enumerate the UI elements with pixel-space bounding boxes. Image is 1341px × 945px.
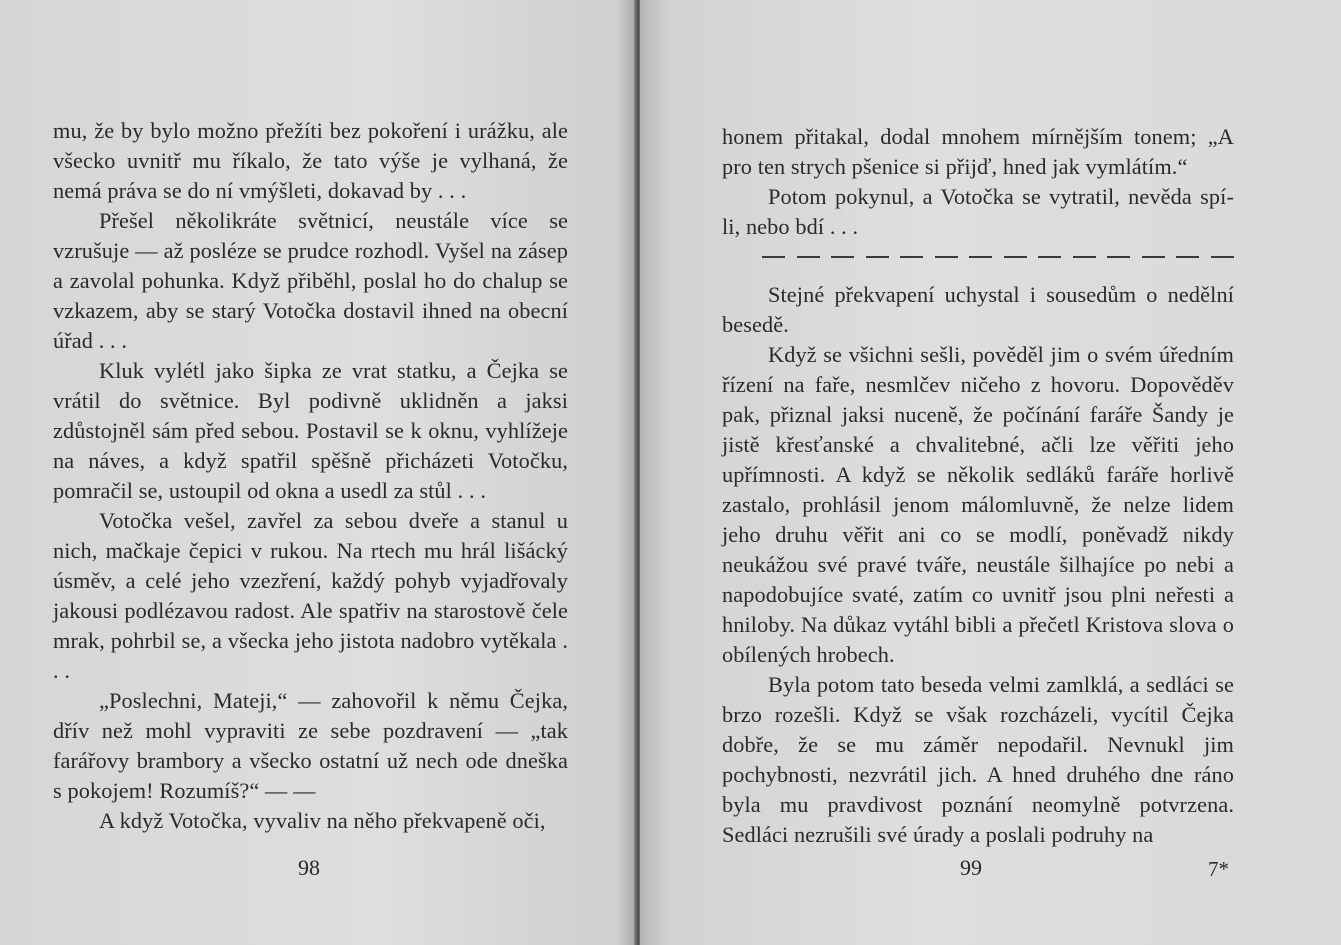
paragraph: „Poslechni, Mateji,“ — zahovořil k němu Čejka, dřív než mohl vypraviti ze sebe pozdravení — „tak farářovy brambory a všecko ostatní už nech ode dneška s pokojem! Rozumíš?“ — — xyxy=(53,688,568,803)
paragraph: Přešel několikráte světnicí, neustále více se vzrušuje — až posléze se prudce rozhodl. Vyšel na zásep a zavolal pohunka. Když přiběhl, poslal ho do chalup se vzkazem, aby se starý Votočka dostavil ihned na obecní úřad . . . xyxy=(53,208,568,353)
paragraph: A když Votočka, vyvaliv na něho překvapeně oči, xyxy=(99,808,546,833)
page-number: 99 xyxy=(960,855,982,880)
paragraph: Potom pokynul, a Votočka se vytratil, nevěda spí-li, nebo bdí . . . xyxy=(722,184,1234,239)
paragraph: Stejné překvapení uchystal i sousedům o nedělní besedě. xyxy=(722,282,1234,337)
left-page xyxy=(0,0,636,945)
section-separator xyxy=(762,246,1234,268)
paragraph: Votočka vešel, zavřel za sebou dveře a stanul u nich, mačkaje čepici v rukou. Na rtech mu hrál lišácký úsměv, a celé jeho vzezření, každý pohyb vyjadřovaly jakousi podlézavou radost. Ale spatřiv na starostově čele mrak, pohrbil se, a všecka jeho jistota nadobro vytěkala . . . xyxy=(53,508,568,683)
right-page xyxy=(640,0,1341,945)
paragraph: honem přitakal, dodal mnohem mírnějším tonem; „A pro ten strych pšenice si přijď, hned jak vymlátím.“ xyxy=(722,124,1234,179)
paragraph: Když se všichni sešli, pověděl jim o svém úředním řízení na faře, nesmlčev ničeho z hovoru. Dopověděv pak, přiznal jaksi nuceně, že počínání faráře Šandy je jistě křesťanské a chvalitebné, ačli lze věřiti jeho upřímnosti. A když se několik sedláků faráře horlivě zastalo, prohlásil jenom málomluvně, že nelze lidem jeho druhu věřit ani co se modlí, poněvadž nikdy neukážou své pravé tváře, neustále šilhajíce po nebi a napodobujíce svaté, zatím co uvnitř jsou plni neřesti a hniloby. Na důkaz vytáhl bibli a přečetl Kristova slova o obílených hrobech. xyxy=(722,342,1234,667)
page-number: 98 xyxy=(298,855,320,880)
right-page-text xyxy=(722,122,1234,850)
paragraph: mu, že by bylo možno přežíti bez pokoření i urážku, ale všecko uvnitř mu říkalo, že tato výše je vylhaná, že nemá práva se do ní vmýšleti, dokavad by . . . xyxy=(53,118,568,203)
signature-mark: 7* xyxy=(1208,857,1229,881)
left-page-text xyxy=(53,116,568,836)
paragraph: Byla potom tato beseda velmi zamlklá, a sedláci se brzo rozešli. Když se však rozcházeli, vycítil Čejka dobře, že se mu záměr nepodařil. Nevnukl jim pochybnosti, nezvrátil jich. A hned druhého dne ráno byla mu pravdivost poznání neomylně potvrzena. Sedláci nezrušili své úrady a poslali podruhy na xyxy=(722,672,1234,847)
paragraph: Kluk vylétl jako šipka ze vrat statku, a Čejka se vrátil do světnice. Byl podivně uklidněn a jaksi zdůstojněl sám před sebou. Postavil se k oknu, vyhlížeje na náves, a když spatřil spěšně přicházeti Votočku, pomračil se, ustoupil od okna a usedl za stůl . . . xyxy=(53,358,568,503)
